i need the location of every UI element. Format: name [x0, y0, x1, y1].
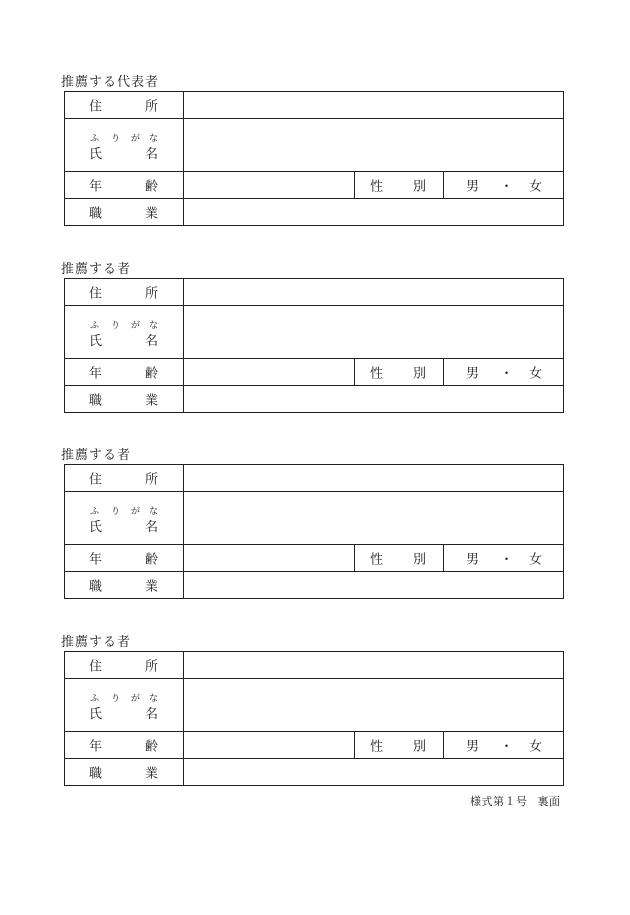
furigana-label: ふ り が な — [90, 321, 159, 331]
form-number: 様式第１号 — [470, 795, 528, 808]
occupation-label: 職 業 — [65, 386, 184, 413]
recommender-table — [64, 278, 564, 413]
name-field[interactable] — [184, 679, 564, 732]
sex-options[interactable] — [444, 732, 564, 759]
furigana-label: ふ り が な — [90, 134, 159, 144]
name-field[interactable] — [184, 119, 564, 172]
occupation-field[interactable] — [184, 572, 564, 599]
age-label: 年 齢 — [65, 359, 184, 386]
sex-option-female[interactable]: 女 — [529, 179, 543, 195]
section-title: 推薦する者 — [61, 635, 132, 650]
age-field[interactable] — [184, 545, 355, 572]
name-label: ふ り が な 氏 名 — [65, 492, 184, 545]
sex-option-male[interactable]: 男 — [466, 552, 480, 568]
age-field[interactable] — [184, 359, 355, 386]
sex-label: 性 別 — [355, 359, 444, 386]
age-label: 年 齢 — [65, 732, 184, 759]
form-number-footer — [470, 793, 567, 809]
sex-options[interactable] — [444, 545, 564, 572]
age-label: 年 齢 — [65, 545, 184, 572]
recommender-table — [64, 651, 564, 786]
address-field[interactable] — [184, 92, 564, 119]
name-label: ふ り が な 氏 名 — [65, 306, 184, 359]
furigana-label: ふ り が な — [90, 507, 159, 517]
address-field[interactable] — [184, 279, 564, 306]
sex-options[interactable] — [444, 172, 564, 199]
sex-option-female[interactable]: 女 — [529, 366, 543, 382]
form-side: 裏面 — [537, 795, 561, 808]
recommender-table — [64, 91, 564, 226]
sex-option-male[interactable]: 男 — [466, 739, 480, 755]
occupation-field[interactable] — [184, 386, 564, 413]
sex-label: 性 別 — [355, 172, 444, 199]
name-label: ふ り が な 氏 名 — [65, 119, 184, 172]
occupation-label: 職 業 — [65, 199, 184, 226]
section-title: 推薦する代表者 — [61, 75, 160, 90]
age-field[interactable] — [184, 172, 355, 199]
address-field[interactable] — [184, 652, 564, 679]
address-field[interactable] — [184, 465, 564, 492]
furigana-label: ふ り が な — [90, 694, 159, 704]
sex-option-male[interactable]: 男 — [466, 179, 480, 195]
address-label: 住 所 — [65, 92, 184, 119]
sex-option-female[interactable]: 女 — [529, 552, 543, 568]
occupation-label: 職 業 — [65, 572, 184, 599]
address-label: 住 所 — [65, 652, 184, 679]
sex-options[interactable] — [444, 359, 564, 386]
sex-option-male[interactable]: 男 — [466, 366, 480, 382]
age-field[interactable] — [184, 732, 355, 759]
section-title: 推薦する者 — [61, 448, 132, 463]
occupation-field[interactable] — [184, 759, 564, 786]
occupation-field[interactable] — [184, 199, 564, 226]
age-label: 年 齢 — [65, 172, 184, 199]
address-label: 住 所 — [65, 279, 184, 306]
sex-separator: ・ — [500, 366, 514, 382]
address-label: 住 所 — [65, 465, 184, 492]
occupation-label: 職 業 — [65, 759, 184, 786]
sex-label: 性 別 — [355, 545, 444, 572]
name-field[interactable] — [184, 492, 564, 545]
name-field[interactable] — [184, 306, 564, 359]
section-title: 推薦する者 — [61, 262, 132, 277]
sex-separator: ・ — [500, 179, 514, 195]
recommender-table — [64, 464, 564, 599]
sex-label: 性 別 — [355, 732, 444, 759]
sex-separator: ・ — [500, 552, 514, 568]
sex-separator: ・ — [500, 739, 514, 755]
name-label: ふ り が な 氏 名 — [65, 679, 184, 732]
sex-option-female[interactable]: 女 — [529, 739, 543, 755]
